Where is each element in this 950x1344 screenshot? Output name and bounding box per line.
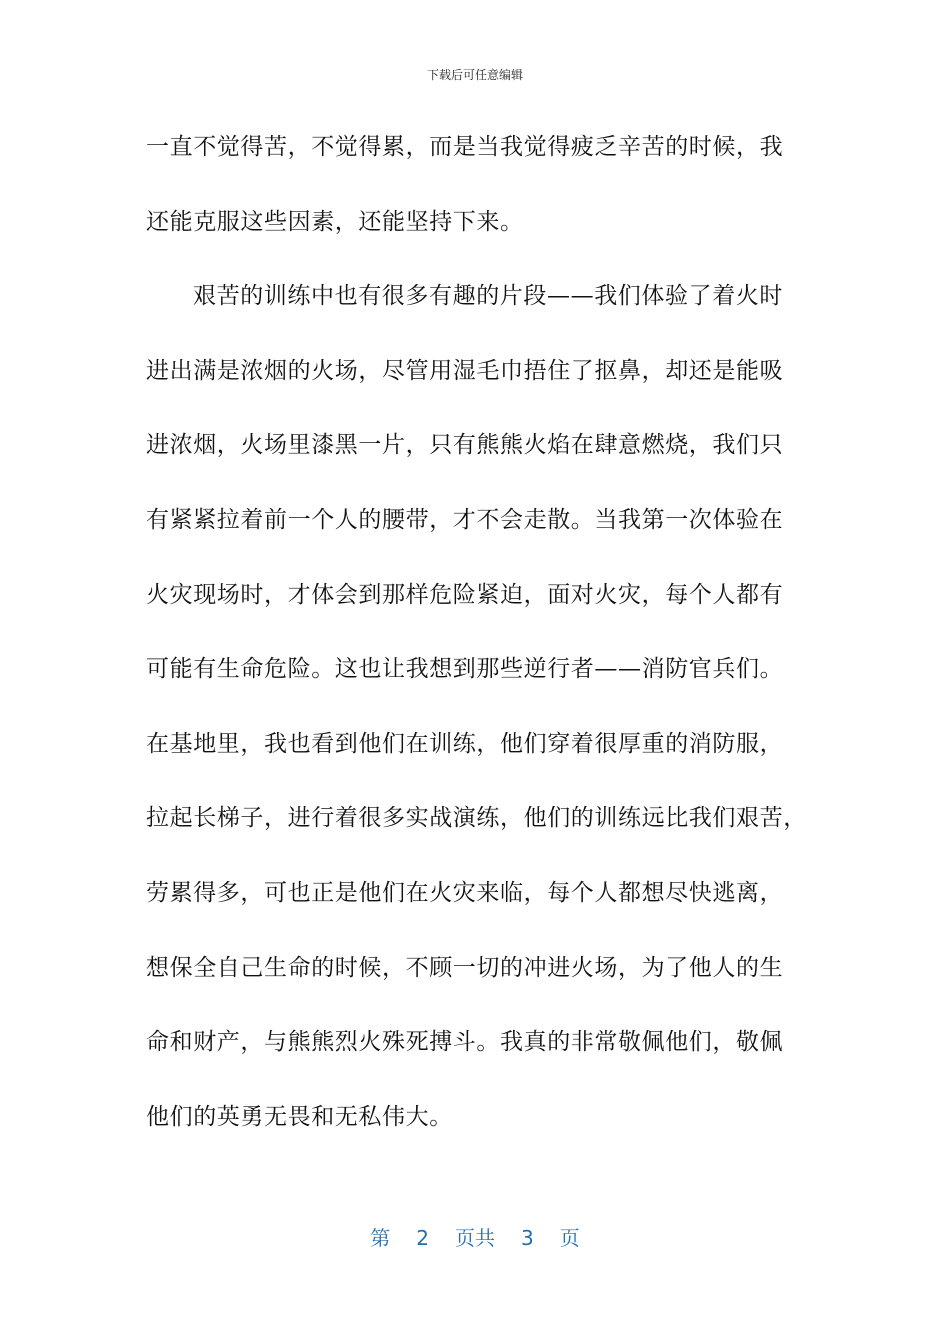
text-line: 想保全自己生命的时候，不顾一切的冲进火场，为了他人的生 [146, 954, 784, 981]
text-line: 命和财产，与熊熊烈火殊死搏斗。我真的非常敬佩他们，敬佩 [146, 1029, 784, 1056]
text-line: 可能有生命危险。这也让我想到那些逆行者——消防官兵们。 [146, 656, 784, 683]
footer-prefix: 第 [370, 1226, 391, 1250]
text-line: 有紧紧拉着前一个人的腰带，才不会走散。当我第一次体验在 [146, 506, 784, 533]
text-line: 他们的英勇无畏和无私伟大。 [146, 1103, 453, 1130]
document-body [146, 110, 806, 1154]
text-line: 进浓烟，火场里漆黑一片，只有熊熊火焰在肆意燃烧，我们只 [146, 432, 784, 459]
text-line: 劳累得多，可也正是他们在火灾来临，每个人都想尽快逃离， [146, 879, 784, 906]
text-line: 还能克服这些因素，还能坚持下来。 [146, 208, 524, 235]
current-page-number: 2 [416, 1226, 429, 1250]
page-header: 下载后可任意编辑 [426, 68, 523, 82]
text-line: 火灾现场时，才体会到那样危险紧迫，面对火灾，每个人都有 [146, 581, 784, 608]
paragraph-start-line: 艰苦的训练中也有很多有趣的片段——我们体验了着火时 [193, 283, 783, 310]
text-line: 进出满是浓烟的火场，尽管用湿毛巾捂住了抠鼻，却还是能吸 [146, 357, 784, 384]
text-line: 拉起长梯子，进行着很多实战演练，他们的训练远比我们艰苦， [146, 805, 807, 832]
total-page-number: 3 [521, 1226, 534, 1250]
footer-suffix: 页 [559, 1226, 580, 1250]
page-number-footer [0, 1222, 950, 1251]
text-line: 一直不觉得苦，不觉得累，而是当我觉得疲乏辛苦的时候，我 [146, 134, 784, 160]
text-line: 在基地里，我也看到他们在训练，他们穿着很厚重的消防服， [146, 730, 784, 757]
footer-middle: 页共 [455, 1226, 495, 1250]
